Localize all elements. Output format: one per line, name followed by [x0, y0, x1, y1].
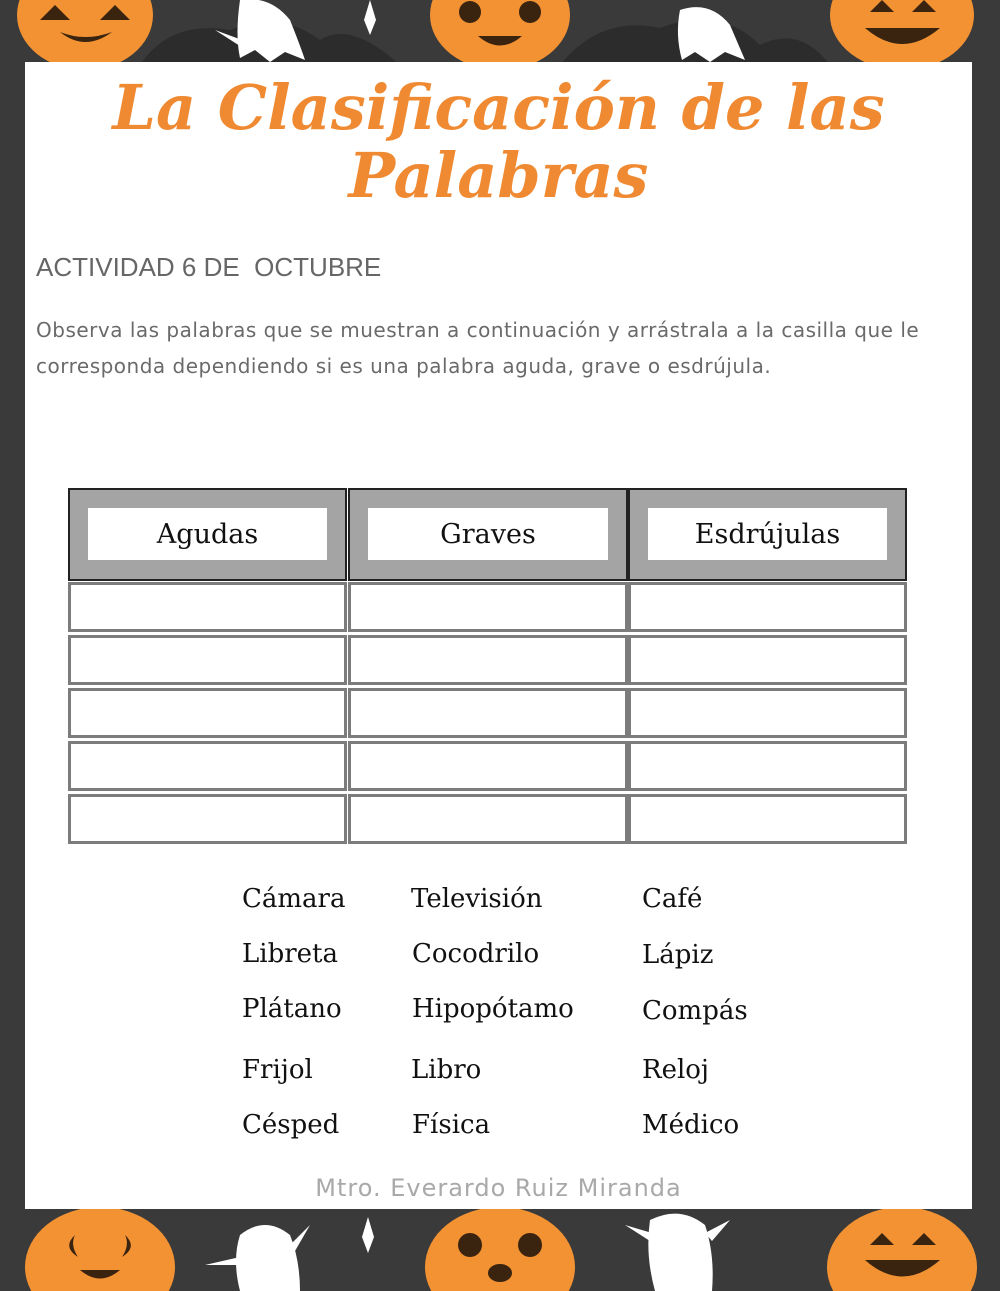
halloween-border-top: [0, 0, 1000, 65]
draggable-word[interactable]: Libreta: [242, 939, 338, 969]
title-line-2: Palabras: [348, 139, 649, 212]
header-label-agudas: Agudas: [88, 508, 327, 560]
drop-cell-esdrujulas-1[interactable]: [628, 582, 907, 632]
draggable-word[interactable]: Césped: [242, 1110, 340, 1140]
drop-cell-esdrujulas-3[interactable]: [628, 688, 907, 738]
halloween-border-bottom: [0, 1205, 1000, 1291]
draggable-word[interactable]: Física: [412, 1110, 491, 1140]
draggable-word[interactable]: Hipopótamo: [412, 994, 574, 1024]
draggable-word[interactable]: Plátano: [242, 994, 342, 1024]
draggable-word[interactable]: Médico: [642, 1110, 740, 1140]
activity-subtitle: ACTIVIDAD 6 DE OCTUBRE: [36, 252, 382, 282]
author-credit: Mtro. Everardo Ruiz Miranda: [315, 1174, 682, 1202]
draggable-word[interactable]: Libro: [411, 1055, 482, 1085]
draggable-word[interactable]: Compás: [642, 996, 748, 1026]
drop-cell-agudas-1[interactable]: [68, 582, 347, 632]
page-title: [25, 71, 972, 212]
draggable-word[interactable]: Café: [642, 884, 703, 914]
drop-cell-graves-2[interactable]: [348, 635, 628, 685]
drop-cell-graves-3[interactable]: [348, 688, 628, 738]
drop-cell-esdrujulas-2[interactable]: [628, 635, 907, 685]
drop-cell-graves-5[interactable]: [348, 794, 628, 844]
draggable-word[interactable]: Cocodrilo: [412, 939, 540, 969]
drop-cell-agudas-2[interactable]: [68, 635, 347, 685]
drop-cell-esdrujulas-5[interactable]: [628, 794, 907, 844]
draggable-word[interactable]: Reloj: [642, 1055, 709, 1085]
draggable-word[interactable]: Frijol: [242, 1055, 313, 1085]
drop-cell-graves-4[interactable]: [348, 741, 628, 791]
drop-cell-graves-1[interactable]: [348, 582, 628, 632]
header-cell-graves: [348, 488, 628, 581]
draggable-word[interactable]: Lápiz: [642, 940, 714, 970]
draggable-word[interactable]: Cámara: [242, 884, 346, 914]
worksheet: [25, 62, 972, 1209]
classification-table: [68, 488, 907, 847]
instructions-text: Observa las palabras que se muestran a continuación y arrástrala a la casilla que le corresponda dependiendo si es una palabra aguda, grave o esdrújula.: [36, 318, 920, 378]
title-line-1: La Clasificación de las: [112, 71, 885, 144]
drop-cell-agudas-4[interactable]: [68, 741, 347, 791]
header-label-esdrujulas: Esdrújulas: [648, 508, 887, 560]
header-cell-esdrujulas: [628, 488, 907, 581]
drop-cell-esdrujulas-4[interactable]: [628, 741, 907, 791]
draggable-word[interactable]: Televisión: [411, 884, 543, 914]
header-label-graves: Graves: [368, 508, 608, 560]
drop-cell-agudas-5[interactable]: [68, 794, 347, 844]
drop-cell-agudas-3[interactable]: [68, 688, 347, 738]
header-cell-agudas: [68, 488, 347, 581]
